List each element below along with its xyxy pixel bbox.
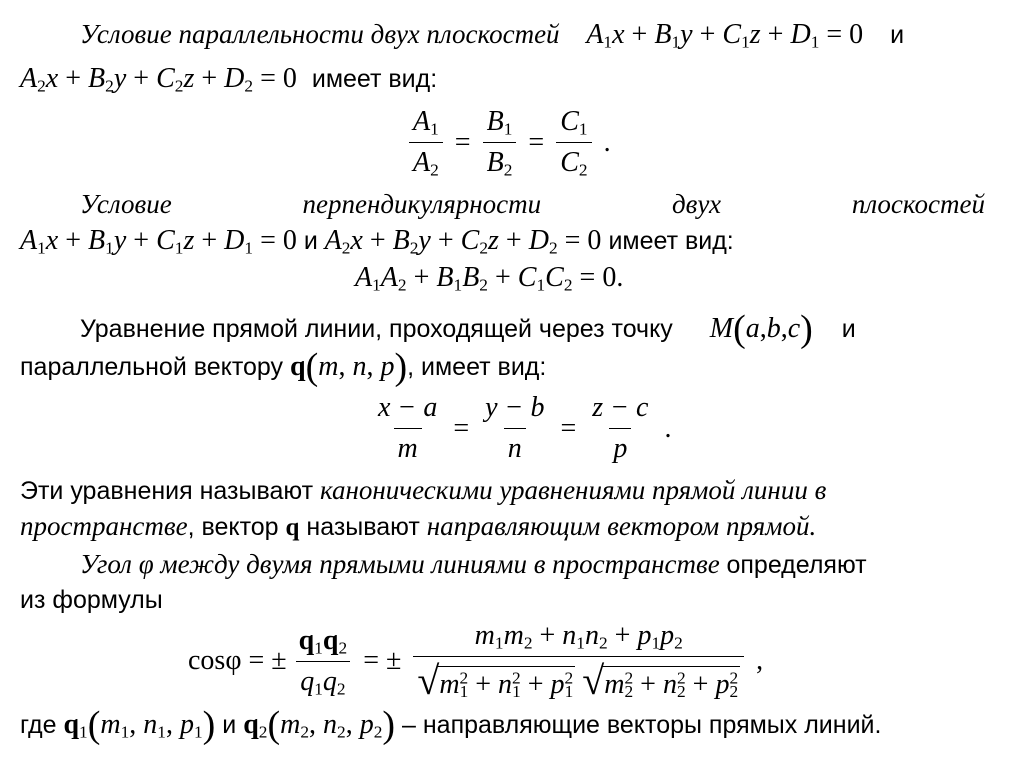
paragraph-line-equation: Уравнение прямой линии, проходящей через точку M(a,b,c) и: [80, 308, 856, 350]
perp-word-3: двух: [671, 189, 721, 219]
parallel-condition-formula: $\frac{A_1}{A_2}$ = $\frac{B_1}{B_2}$ = $\frac{C_1}{C_2}$ .: [405, 106, 611, 179]
perp-word-2: перпендикулярности: [302, 189, 542, 219]
paragraph-angle: Угол φ между двумя прямыми линиями в пространстве определяют: [80, 549, 867, 579]
and-word: и: [890, 21, 905, 49]
perpendicular-condition-formula: $A_1A_2 + B_1B_2 + C_1C_2 = 0$.: [355, 262, 624, 295]
paragraph-angle-2: из формулы: [20, 586, 163, 614]
paragraph-perpendicular-line2: $A_1x + B_1y + C_1z + D_1 = 0$ и $A_2x + B_2y + C_2z + D_2 = 0$ имеет вид:: [20, 225, 734, 258]
plane1-equation: $A_1x + B_1y + C_1z + D_1 = 0$: [586, 19, 871, 52]
paragraph-where: где $q_1(m_1$, $n_1$, $p_1$) и $q_2(m_2$, $n_2$, $p_2$) – направляющие векторы прямых линий.: [20, 704, 882, 746]
paragraph-canonical: Эти уравнения называют каноническими уравнениями прямой линии в: [20, 475, 827, 505]
parallel-lead: Условие параллельности двух плоскостей: [80, 19, 560, 49]
plane2-equation: $A_2x + B_2y + C_2z + D_2 = 0$: [20, 63, 304, 96]
paragraph-parallel-line2: [20, 60, 985, 98]
paragraph-canonical-2: пространстве, вектор q называют направляющим вектором прямой.: [20, 511, 817, 541]
perp-word-4: плоскостей: [851, 189, 985, 219]
has-form-text: имеет вид:: [311, 65, 438, 93]
paragraph-parallel: [20, 16, 985, 54]
paragraph-perpendicular: [20, 186, 985, 223]
canonical-line-formula: $\frac{x - a}{m}$ = $\frac{y - b}{n}$ = $\frac{z - c}{p}$ .: [378, 392, 672, 464]
paragraph-line-equation-2: параллельной вектору q(m, n, p), имеет вид:: [20, 346, 547, 388]
perp-word-1: Условие: [80, 189, 172, 219]
angle-cosine-formula: cosφ = ± $\frac{q_1q_2}{q_1q_2}$ = ± $m_1m_2 + n_1n_2 + p_1p_2$ √ $m^2_1 + n^2_1 + p^2_1$ √ $m^2_2 + n^2_2 + p^2_2$ ,: [188, 620, 764, 703]
